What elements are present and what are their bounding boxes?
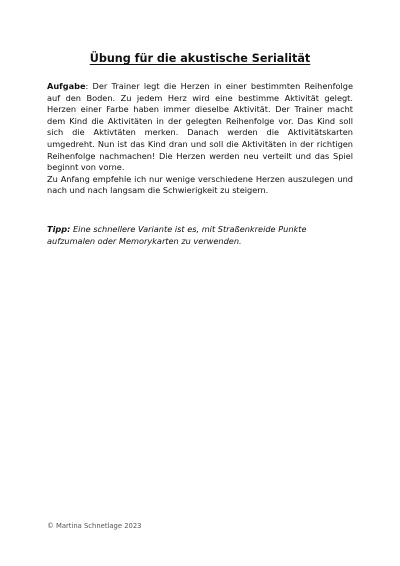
task-paragraph-1 [47, 81, 353, 174]
page-title: Übung für die akustische Serialität [89, 52, 311, 65]
task-text: : Der Trainer legt die Herzen in einer bestimmten Reihenfolge auf den Boden. Zu jedem Herz wird eine bestimme Aktivität gelegt. Herzen einer Farbe haben immer dieselbe Aktivität. Der Trainer macht dem Kind die Aktivitäten in der gelegten Reihenfolge vor. Das Kind soll sich die Aktivtäten merken. Danach werden die Aktivitätskarten umgedreht. Nun ist das Kind dran und soll die Aktivitäten in der richtigen Reihenfolge nachmachen! Die Herzen werden neu verteilt und das Spiel beginnt von vorne. [47, 81, 353, 173]
tip-text: Eine schnellere Variante ist es, mit Straßenkreide Punkte aufzumalen oder Memorykarten zu verwenden. [47, 224, 307, 246]
copyright-footer: © Martina Schnetlage 2023 [47, 522, 142, 530]
task-paragraph-2: Zu Anfang empfehle ich nur wenige verschiedene Herzen auszulegen und nach und nach langsam die Schwierigkeit zu steigern. [47, 173, 353, 196]
tip-label: Tipp: [47, 224, 71, 234]
task-section [47, 81, 353, 197]
tip-section [47, 224, 353, 247]
task-label: Aufgabe [47, 81, 86, 91]
